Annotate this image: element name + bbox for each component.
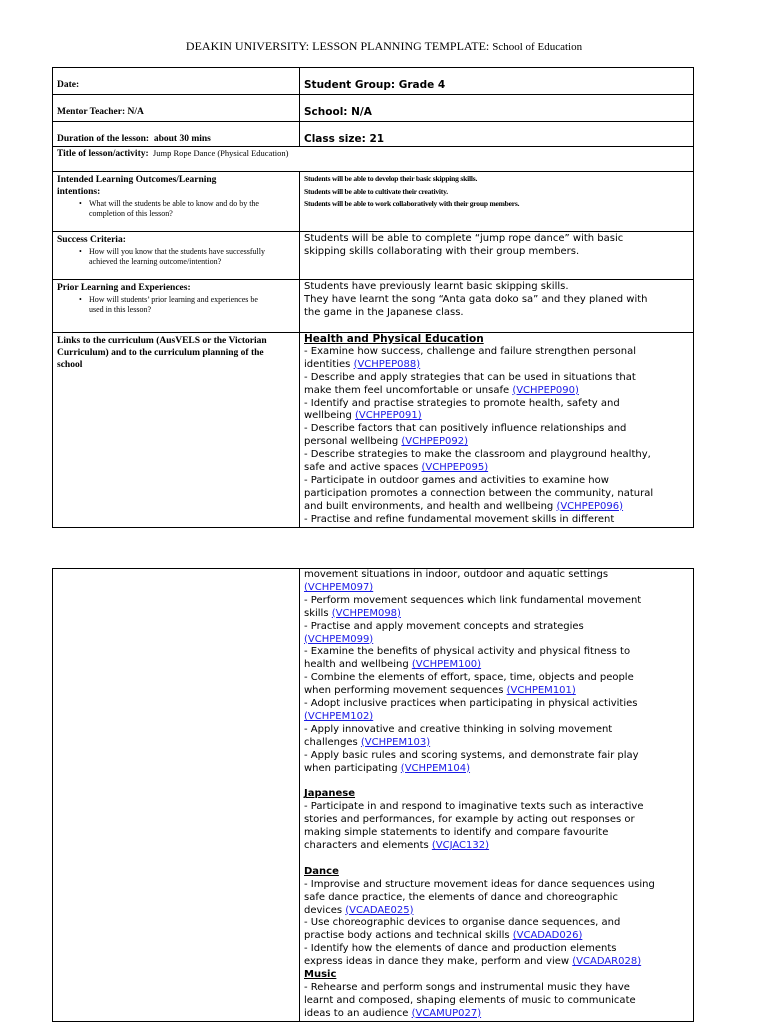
table-row	[53, 68, 694, 95]
lesson-title-cell	[53, 147, 694, 172]
duration-value: about 30 mins	[153, 134, 211, 144]
curriculum-cell-continued	[300, 569, 694, 1022]
student-group-cell	[300, 68, 694, 95]
text-line: - Practise and apply movement concepts and strategies	[304, 620, 584, 632]
prompt-line: achieved the learning outcome/intention?	[89, 257, 222, 266]
text-line: skipping skills collaborating with their group members.	[304, 245, 580, 257]
text-line: - Use choreographic devices to organise dance sequences, and	[304, 917, 621, 929]
text-line: learnt and composed, shaping elements of music to communicate	[304, 994, 636, 1006]
curriculum-cell	[300, 333, 694, 528]
text-line: make them feel uncomfortable or unsafe	[304, 384, 513, 396]
date-label: Date:	[57, 80, 80, 90]
curriculum-code-link[interactable]: (VCHPEP092)	[401, 436, 469, 448]
hpe-heading: Health and Physical Education	[304, 333, 484, 345]
prompt-line: • What will the students be able to know and do by the	[89, 199, 259, 208]
prior-cell	[300, 280, 694, 333]
curriculum-code-link[interactable]: (VCADAD026)	[512, 930, 583, 942]
text-line: skills	[304, 607, 332, 619]
table-row	[53, 172, 694, 232]
text-line: - Describe and apply strategies that can be used in situations that	[304, 371, 636, 383]
curriculum-text	[304, 333, 693, 527]
curriculum-code-link[interactable]: (VCADAR028)	[572, 956, 642, 968]
text-line: - Rehearse and perform songs and instrumental music they have	[304, 981, 630, 993]
success-text	[304, 232, 693, 259]
curriculum-code-link[interactable]: (VCHPEM104)	[400, 762, 471, 774]
text-line: - Practise and refine fundamental movement skills in different	[304, 513, 615, 525]
text-line: ideas to an audience	[304, 1007, 412, 1019]
text-line: personal wellbeing	[304, 436, 402, 448]
prompt-line: used in this lesson?	[89, 305, 151, 314]
prior-text	[304, 280, 693, 320]
duration-cell	[53, 122, 300, 147]
table-row	[53, 280, 694, 333]
page-title	[0, 39, 768, 54]
text-line: - Identify how the elements of dance and production elements	[304, 943, 617, 955]
text-line: - Participate in outdoor games and activities to examine how	[304, 474, 609, 486]
table-row	[53, 147, 694, 172]
text-line: - Apply basic rules and scoring systems, and demonstrate fair play	[304, 749, 639, 761]
spacer	[304, 776, 693, 789]
curriculum-code-link[interactable]: (VCHPEP088)	[353, 358, 421, 370]
text-line: when participating	[304, 762, 401, 774]
mentor-cell	[53, 95, 300, 122]
curriculum-code-link[interactable]: (VCHPEP091)	[355, 410, 422, 422]
prompt-line: completion of this lesson?	[89, 209, 173, 218]
table-row	[53, 95, 694, 122]
text-line: challenges	[304, 736, 361, 748]
curriculum-code-link[interactable]: (VCAMUP027)	[411, 1007, 482, 1019]
text-line: - Identify and practise strategies to promote health, safety and	[304, 397, 620, 409]
curriculum-code-link[interactable]: (VCHPEM102)	[304, 710, 374, 722]
lesson-plan-table-continued	[52, 568, 694, 1022]
student-group: Student Group: Grade 4	[304, 79, 446, 91]
text-line: wellbeing	[304, 410, 356, 422]
curriculum-code-link[interactable]: (VCJAC132)	[431, 840, 490, 852]
outcomes-label-line: Intended Learning Outcomes/Learning	[57, 175, 217, 185]
school-cell	[300, 95, 694, 122]
spacer	[304, 853, 693, 866]
outcomes-label-cell	[53, 172, 300, 232]
text-line: - Adopt inclusive practices when participating in physical activities	[304, 698, 638, 710]
outcomes-list	[304, 172, 693, 211]
prior-prompt	[57, 295, 299, 315]
text-line: - Examine the benefits of physical activity and physical fitness to	[304, 646, 631, 658]
text-line: - Describe strategies to make the classroom and playground healthy,	[304, 449, 651, 461]
text-line: participation promotes a connection between the community, natural	[304, 487, 654, 499]
outcomes-label	[57, 172, 299, 198]
links-label-cell	[53, 333, 300, 528]
text-line: and built environments, and health and wellbeing	[304, 500, 557, 512]
text-line: - Examine how success, challenge and failure strengthen personal	[304, 345, 637, 357]
text-line: - Perform movement sequences which link fundamental movement	[304, 594, 642, 606]
text-line: Students will be able to complete “jump rope dance” with basic	[304, 233, 624, 244]
lesson-title-label: Title of lesson/activity:	[57, 149, 149, 159]
outcome-item: Students will be able to cultivate their creativity.	[304, 186, 448, 196]
text-line: characters and elements	[304, 840, 432, 852]
text-line: - Describe factors that can positively influence relationships and	[304, 423, 627, 435]
table-row	[53, 333, 694, 528]
success-prompt	[57, 247, 299, 267]
curriculum-code-link[interactable]: (VCHPEM097)	[304, 581, 374, 593]
music-heading: Music	[304, 969, 337, 981]
curriculum-code-link[interactable]: (VCHPEM100)	[411, 659, 482, 671]
outcomes-prompt	[57, 199, 299, 219]
duration-label-text: Duration of the lesson:	[57, 134, 150, 144]
lesson-title	[57, 147, 693, 160]
class-size-cell	[300, 122, 694, 147]
text-line: when performing movement sequences	[304, 685, 507, 697]
text-line: devices	[304, 904, 346, 916]
class-size: Class size: 21	[304, 133, 385, 145]
title-main: DEAKIN UNIVERSITY: LESSON PLANNING TEMPLATE:	[185, 39, 490, 53]
curriculum-code-link[interactable]: (VCHPEP096)	[556, 500, 624, 512]
outcomes-cell	[300, 172, 694, 232]
text-line: safe and active spaces	[304, 462, 422, 474]
text-line: safe dance practice, the elements of dance and choreographic	[304, 891, 618, 903]
links-label-line: school	[57, 360, 83, 370]
outcome-item: Students will be able to develop their basic skipping skills.	[304, 174, 478, 183]
lesson-plan-table	[52, 67, 694, 528]
text-line: identities	[304, 358, 354, 370]
text-line: - Combine the elements of effort, space, time, objects and people	[304, 672, 634, 684]
links-label	[57, 333, 299, 371]
table-row	[53, 569, 694, 1022]
links-label-line: Links to the curriculum (AusVELS or the Victorian	[57, 336, 267, 346]
japanese-heading: Japanese	[304, 788, 356, 800]
curriculum-text-continued	[304, 569, 693, 1021]
curriculum-code-link[interactable]: (VCHPEM099)	[304, 633, 374, 645]
outcome-item: Students will be able to work collaboratively with their group members.	[304, 199, 520, 208]
outcomes-label-line: intentions:	[57, 187, 101, 197]
title-school: School of Education	[492, 41, 583, 53]
text-line: - Improvise and structure movement ideas for dance sequences using	[304, 878, 655, 890]
success-cell	[300, 232, 694, 280]
prompt-line: • How will students’ prior learning and experiences be	[89, 295, 258, 304]
links-label-cell-continued	[53, 569, 300, 1022]
table-row	[53, 232, 694, 280]
text-line: practise body actions and technical skills	[304, 930, 513, 942]
curriculum-code-link[interactable]: (VCADAE025)	[345, 904, 414, 916]
text-line: - Participate in and respond to imaginative texts such as interactive	[304, 801, 644, 813]
success-label: Success Criteria:	[57, 235, 126, 245]
mentor-label: Mentor Teacher: N/A	[57, 107, 144, 117]
text-line: They have learnt the song “Anta gata doko sa” and they planed with	[304, 293, 648, 305]
school-value: School: N/A	[304, 106, 372, 118]
lesson-title-value: Jump Rope Dance (Physical Education)	[152, 148, 289, 158]
table-row	[53, 122, 694, 147]
links-label-line: Curriculum) and to the curriculum planning of the	[57, 348, 264, 358]
text-line: movement situations in indoor, outdoor and aquatic settings	[304, 569, 609, 580]
text-line: Students have previously learnt basic skipping skills.	[304, 281, 569, 292]
curriculum-code-link[interactable]: (VCHPEM103)	[360, 736, 431, 748]
curriculum-code-link[interactable]: (VCHPEP095)	[421, 462, 489, 474]
success-label-cell	[53, 232, 300, 280]
text-line: the game in the Japanese class.	[304, 306, 464, 318]
text-line: express ideas in dance they make, perform and view	[304, 956, 573, 968]
text-line: health and wellbeing	[304, 659, 412, 671]
curriculum-code-link[interactable]: (VCHPEM098)	[331, 607, 401, 619]
prior-label: Prior Learning and Experiences:	[57, 283, 191, 293]
dance-heading: Dance	[304, 865, 339, 877]
text-line: stories and performances, for example by acting out responses or	[304, 814, 635, 826]
prior-label-cell	[53, 280, 300, 333]
text-line: - Apply innovative and creative thinking in solving movement	[304, 723, 613, 735]
date-cell	[53, 68, 300, 95]
prompt-line: • How will you know that the students have successfully	[89, 247, 265, 256]
curriculum-code-link[interactable]: (VCHPEM101)	[506, 685, 576, 697]
duration-label	[57, 122, 299, 145]
curriculum-code-link[interactable]: (VCHPEP090)	[512, 384, 579, 396]
text-line: making simple statements to identify and compare favourite	[304, 827, 609, 839]
